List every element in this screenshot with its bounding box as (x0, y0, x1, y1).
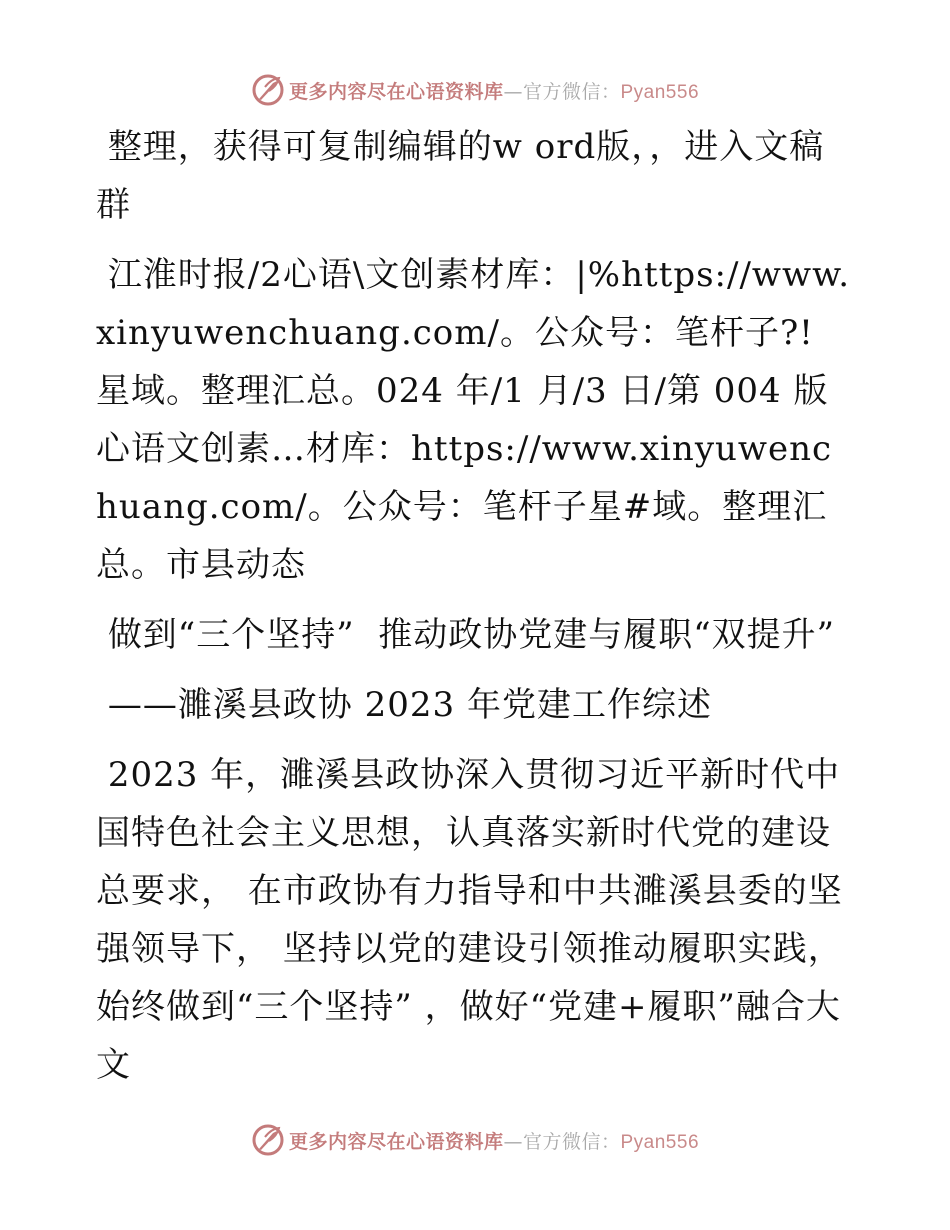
footer-watermark (0, 1120, 950, 1160)
article-subtitle: ——濉溪县政协 2023 年党建工作综述 (96, 685, 712, 725)
watermark-separator: — (503, 1130, 523, 1153)
watermark-main-text: 更多内容尽在心语资料库 (288, 1130, 504, 1153)
watermark-separator: — (503, 80, 523, 103)
paragraph-body: 2023 年，濉溪县政协深入贯彻习近平新时代中国特色社会主义思想，认真落实新时代党的建设总要求， 在市政协有力指导和中共濉溪县委的坚强领导下， 坚持以党的建设引领推动履职实践，始终做到“三个坚持” ，做好“党建+履职”融合大文 (96, 755, 843, 1085)
watermark-text (289, 1127, 699, 1154)
paragraph-source: 江淮时报/2心语\文创素材库：|%https://www.xinyuwenchuang.com/。公众号：笔杆子?! 星域。整理汇总。024 年/1 月/3 日/第 004 版心语文创素…材库：https://www.xinyuwenchuang.com/。公众号：笔杆子星#域。整理汇总。市县动态 (96, 255, 850, 585)
watermark-sub-text: 官方微信： (522, 80, 621, 103)
watermark-text (289, 77, 699, 104)
article-title: 做到“三个坚持” 推动政协党建与履职“双提升” (96, 615, 835, 655)
document-body (96, 118, 852, 1094)
quill-logo-icon (251, 73, 285, 107)
watermark-main-text: 更多内容尽在心语资料库 (288, 80, 504, 103)
watermark-sub-text: 官方微信： (522, 1130, 621, 1153)
header-watermark (0, 70, 950, 110)
watermark-account: Pyan556 (620, 1131, 700, 1153)
watermark-account: Pyan556 (620, 81, 700, 103)
quill-logo-icon (251, 1123, 285, 1157)
paragraph-intro: 整理，获得可复制编辑的w ord版，，进入文稿群 (96, 127, 825, 225)
